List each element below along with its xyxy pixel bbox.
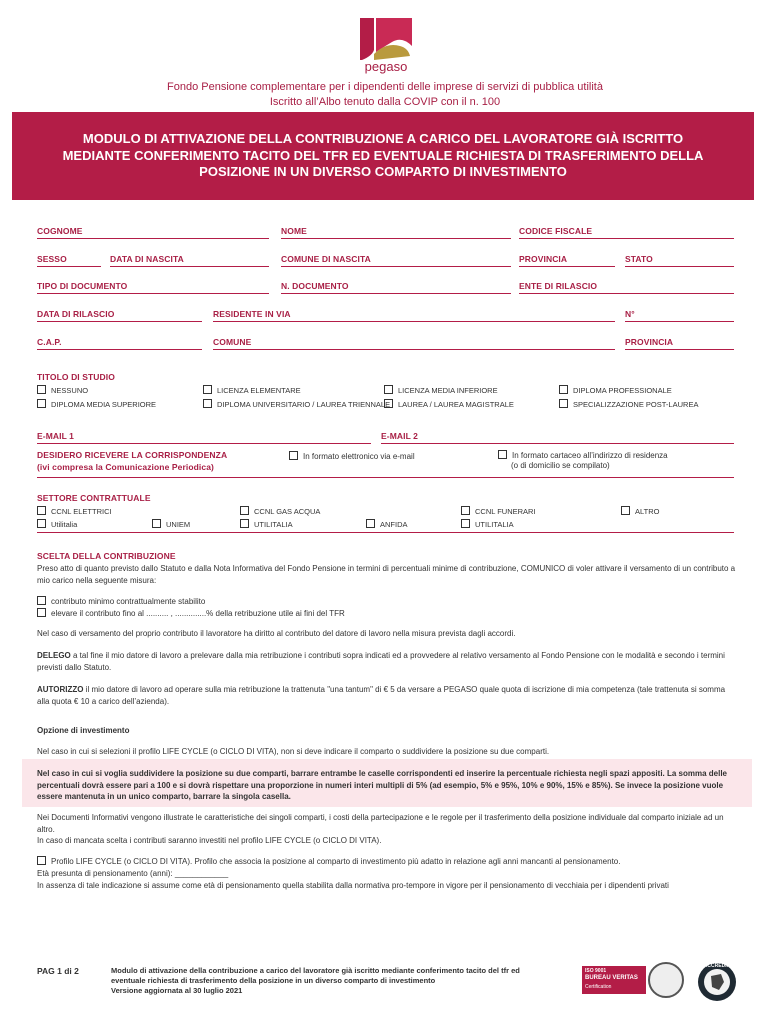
email2-field[interactable] [381,443,734,444]
studio-option[interactable]: NESSUNO [37,385,88,395]
email1-field[interactable] [37,443,371,444]
contributo-elevato-option[interactable]: elevare il contributo fino al .......... , ..............% della retribuzione utile ai fini del TFR [37,608,345,620]
sesso-field[interactable] [37,266,101,267]
provincia-residenza-field[interactable] [625,349,734,350]
cognome-field[interactable] [37,238,269,239]
checkbox[interactable] [37,385,46,394]
ente-rilascio-field[interactable] [519,293,734,294]
fund-description: Fondo Pensione complementare per i dipendenti delle imprese di servizi di pubblica utilità [167,81,603,93]
studio-option[interactable]: DIPLOMA MEDIA SUPERIORE [37,399,156,409]
cognome-label: COGNOME [37,226,83,236]
studio-option[interactable]: SPECIALIZZAZIONE POST-LAUREA [559,399,698,409]
corrispondenza-label: DESIDERO RICEVERE LA CORRISPONDENZA [37,450,228,460]
eta-pensionamento-note: In assenza di tale indicazione si assume come età di pensionamento quella stabilita dalla normativa pro-tempore in vigore per il pensionamento di vecchiaia per i dipendenti privati [37,881,669,890]
provincia-field[interactable] [519,266,615,267]
codice-fiscale-field[interactable] [519,238,734,239]
cap-label: C.A.P. [37,337,62,347]
checkbox[interactable] [559,399,568,408]
data-nascita-field[interactable] [110,266,269,267]
checkbox[interactable] [203,385,212,394]
page-number: PAG 1 di 2 [37,966,79,976]
nome-label: NOME [281,226,307,236]
checkbox[interactable] [384,385,393,394]
titolo-studio-label: TITOLO DI STUDIO [37,372,115,382]
divider [37,532,734,533]
settore-option[interactable]: UTILITALIA [461,519,514,529]
checkbox[interactable] [37,519,46,528]
provincia-residenza-label: PROVINCIA [625,337,674,347]
settore-option[interactable]: UNIEM [152,519,190,529]
bureau-veritas-badge: ISO 9001 BUREAU VERITAS Certification [582,960,690,1002]
documenti-informativi-note: Nei Documenti Informativi vengono illustrate le caratteristiche dei singoli comparti, i costi della partecipazione e le regole per il trasferimento della posizione individuale dal comparto iniziale ad un altro. [37,813,724,834]
studio-option[interactable]: LICENZA MEDIA INFERIORE [384,385,498,395]
tipo-documento-label: TIPO DI DOCUMENTO [37,281,128,291]
studio-option[interactable]: LAUREA / LAUREA MAGISTRALE [384,399,514,409]
settore-contrattuale-label: SETTORE CONTRATTUALE [37,493,151,503]
settore-option[interactable]: CCNL FUNERARI [461,506,536,516]
settore-option[interactable]: CCNL ELETTRICI [37,506,112,516]
checkbox[interactable] [621,506,630,515]
checkbox[interactable] [37,506,46,515]
contributo-minimo-option[interactable]: contributo minimo contrattualmente stabilito [37,596,205,608]
settore-option[interactable]: ANFIDA [366,519,408,529]
divider [37,477,734,478]
opzione-investimento-title: Opzione di investimento [37,726,130,735]
settore-option[interactable]: UTILITALIA [240,519,293,529]
svg-text:pegaso: pegaso [364,59,408,74]
email1-label: E-MAIL 1 [37,431,75,441]
studio-option[interactable]: DIPLOMA PROFESSIONALE [559,385,672,395]
checkbox[interactable] [366,519,375,528]
comune-nascita-label: COMUNE DI NASCITA [281,254,371,264]
checkbox[interactable] [240,506,249,515]
checkbox[interactable] [461,519,470,528]
data-rilascio-field[interactable] [37,321,202,322]
bureau-veritas-seal-icon [648,962,684,998]
email2-label: E-MAIL 2 [381,431,419,441]
checkbox[interactable] [152,519,161,528]
corrispondenza-cartacea-option[interactable]: In formato cartaceo all’indirizzo di residenza (o di domicilio se compilato) [498,450,668,471]
data-nascita-label: DATA DI NASCITA [110,254,184,264]
checkbox[interactable] [461,506,470,515]
scelta-contribuzione-label: SCELTA DELLA CONTRIBUZIONE [37,551,176,561]
settore-option[interactable]: Utilitalia [37,519,77,529]
eta-pensionamento-field[interactable]: Età presunta di pensionamento (anni): ____________ [37,869,229,878]
checkbox[interactable] [203,399,212,408]
checkbox[interactable] [240,519,249,528]
accredia-logo: ACCREDIA [697,962,737,1002]
codice-fiscale-label: CODICE FISCALE [519,226,593,236]
settore-option[interactable]: ALTRO [621,506,659,516]
checkbox[interactable] [37,608,46,617]
stato-label: STATO [625,254,653,264]
studio-option[interactable]: DIPLOMA UNIVERSITARIO / LAUREA TRIENNALE [203,399,390,409]
footer-description: Modulo di attivazione della contribuzione a carico del lavoratore già iscritto mediante conferimento tacito del tfr ed eventuale richiesta di trasferimento della posizione in un diverso comparto di investimento Versione aggiornata al 30 luglio 2021 [111,966,520,995]
checkbox[interactable] [498,450,507,459]
cap-field[interactable] [37,349,202,350]
corrispondenza-elettronica-option[interactable]: In formato elettronico via e-mail [289,451,415,461]
life-cycle-option[interactable]: Profilo LIFE CYCLE (o CICLO DI VITA). Profilo che associa la posizione al comparto di investimento più adatto in relazione agli anni mancanti al pensionamento. [37,856,737,868]
settore-option[interactable]: CCNL GAS ACQUA [240,506,320,516]
n-documento-field[interactable] [281,293,511,294]
contribuzione-intro: Preso atto di quanto previsto dallo Statuto e dalla Nota Informativa del Fondo Pensione in termini di percentuali minime di contribuzione, COMUNICO di voler attivare il versamento di un contributo a mio carico nella seguente misura: [37,564,736,585]
residente-via-field[interactable] [213,321,615,322]
numero-civico-field[interactable] [625,321,734,322]
title-banner [12,112,754,200]
checkbox[interactable] [384,399,393,408]
comune-nascita-field[interactable] [281,266,511,267]
suddivisione-instructions: Nel caso in cui si voglia suddividere la posizione su due comparti, barrare entrambe le caselle corrispondenti ed inserire la percentuale richiesta negli spazi appositi. La somma delle percentuali dovrà essere pari a 100 e si dovrà rispettare una proporzione in numeri interi multipli di 5% (ad esempio, 5% e 95%, 10% e 90%, 15% e 85%). Se invece la posizione vuole essere mantenuta in un unico comparto, barrare la singola casella. [37,769,728,801]
ente-rilascio-label: ENTE DI RILASCIO [519,281,598,291]
checkbox[interactable] [37,596,46,605]
covip-registration: Iscritto all’Albo tenuto dalla COVIP con il n. 100 [269,96,501,108]
nome-field[interactable] [281,238,511,239]
studio-option[interactable]: LICENZA ELEMENTARE [203,385,301,395]
checkbox[interactable] [289,451,298,460]
data-rilascio-label: DATA DI RILASCIO [37,309,115,319]
provincia-label: PROVINCIA [519,254,568,264]
comune-field[interactable] [213,349,615,350]
sesso-label: SESSO [37,254,67,264]
mancata-scelta-note: In caso di mancata scelta i contributi saranno investiti nel profilo LIFE CYCLE (o CICLO DI VITA). [37,836,382,845]
form-title: MODULO DI ATTIVAZIONE DELLA CONTRIBUZIONE A CARICO DEL LAVORATORE GIÀ ISCRITTO MEDIANTE CONFERIMENTO TACITO DEL TFR ED EVENTUALE RICHIESTA DI TRASFERIMENTO DELLA POSIZIONE IN UN DIVERSO COMPARTO DI INVESTIMENTO [62,131,704,180]
corrispondenza-note: (ivi compresa la Comunicazione Periodica) [37,462,214,472]
delego-paragraph: DELEGO a tal fine il mio datore di lavoro a prelevare dalla mia retribuzione i contributi sopra indicati ed a provvedere al relativo versamento al Fondo Pensione con le modalità e secondo i termini previsti dallo Statuto. [37,651,725,672]
checkbox[interactable] [37,399,46,408]
tipo-documento-field[interactable] [37,293,269,294]
comune-label: COMUNE [213,337,252,347]
life-cycle-note: Nel caso in cui si selezioni il profilo LIFE CYCLE (o CICLO DI VITA), non si deve indicare il comparto o suddividere la posizione su due comparti. [37,747,550,756]
autorizzo-paragraph: AUTORIZZO il mio datore di lavoro ad operare sulla mia retribuzione la trattenuta "una tantum" di € 5 da versare a PEGASO quale quota di iscrizione di mia competenza (tale trattenuta si somma alla quota € 10 a carico dell’azienda). [37,685,726,706]
pegaso-logo [352,16,420,74]
residente-via-label: RESIDENTE IN VIA [213,309,291,319]
checkbox[interactable] [559,385,568,394]
n-documento-label: N. DOCUMENTO [281,281,349,291]
contributo-datore-note: Nel caso di versamento del proprio contributo il lavoratore ha diritto al contributo del datore di lavoro nella misura prevista dagli accordi. [37,629,516,638]
stato-field[interactable] [625,266,734,267]
checkbox[interactable] [37,856,46,865]
numero-civico-label: N° [625,309,635,319]
